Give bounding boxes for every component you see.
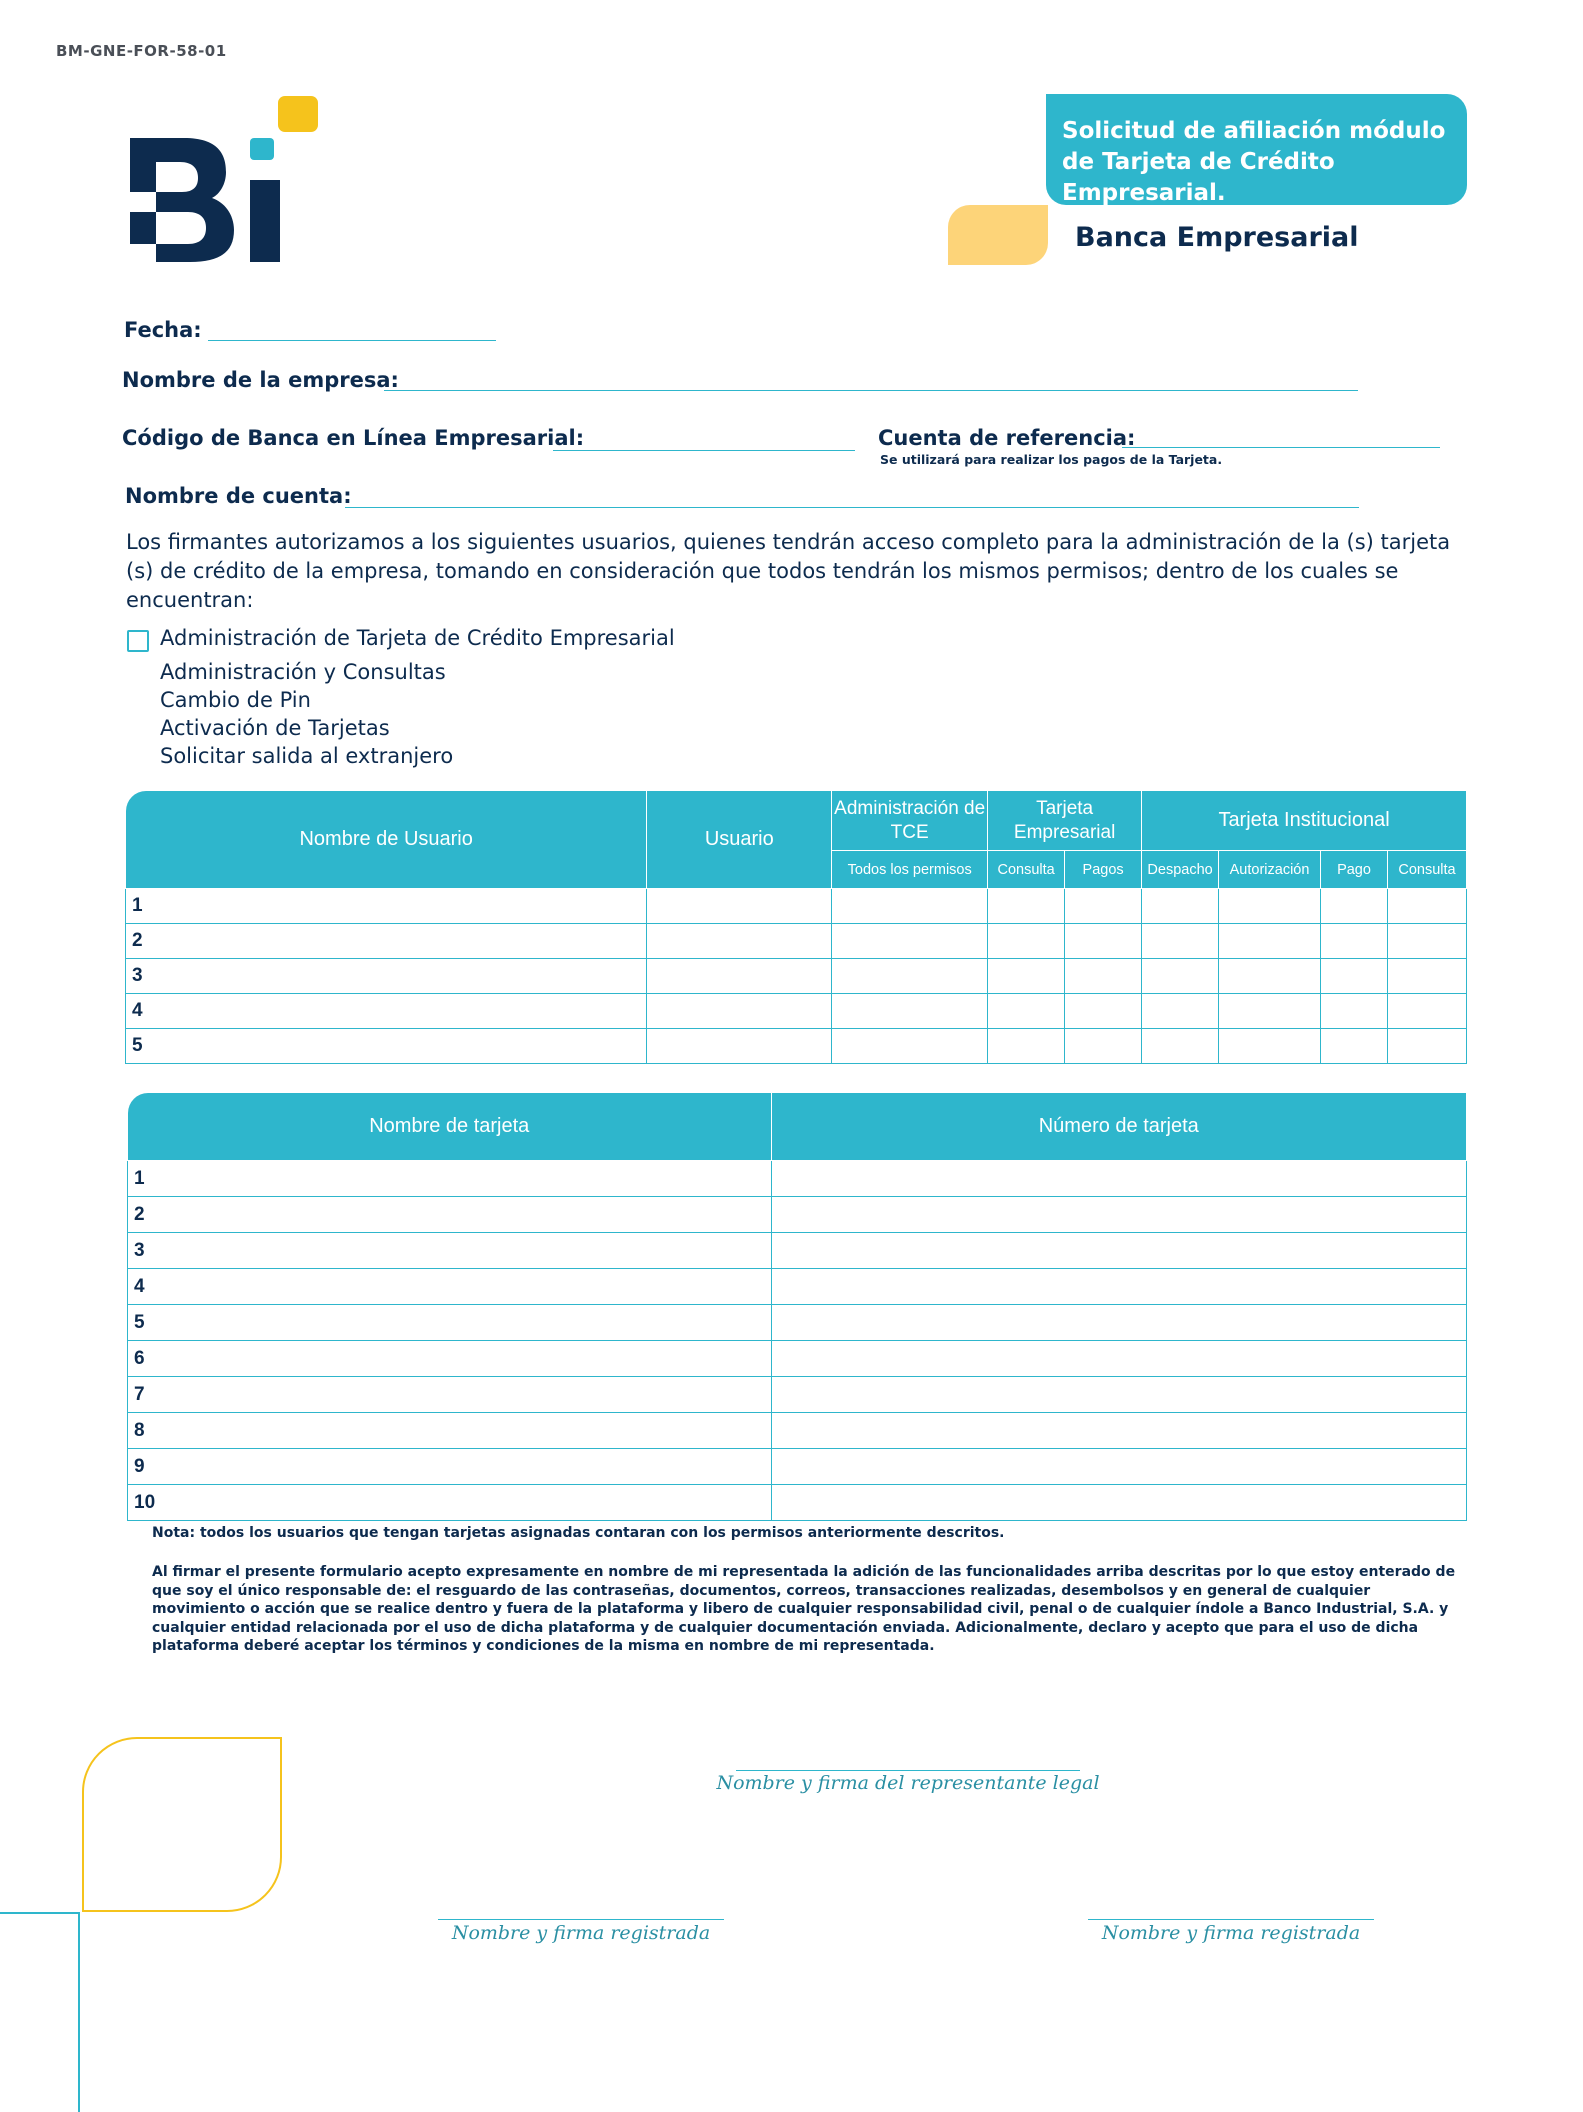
document-code: BM-GNE-FOR-58-01 <box>56 42 227 60</box>
cuenta-referencia-field[interactable] <box>1122 447 1440 448</box>
table-cell[interactable] <box>1387 959 1466 994</box>
note-text: Nota: todos los usuarios que tengan tarjetas asignadas contaran con los permisos anteriormente descritos. <box>152 1525 1005 1541</box>
table-cell[interactable] <box>832 889 988 924</box>
fecha-field[interactable] <box>208 340 496 341</box>
disclaimer-text: Al firmar el presente formulario acepto expresamente en nombre de mi representada la adición de las funcionalidades arriba descritas por lo que estoy enterado de que soy el único responsable de: el resguardo de las contraseñas, documentos, correos, transacciones realizadas, desembolsos y en general de cualquier movimiento o acción que se realice dentro y fuera de la plataforma y libero de cualquier responsabilidad civil, penal o de cualquier índole a Banco Industrial, S.A. y cualquier entidad relacionada por el uso de dicha plataforma y de cualquier documentación enviada. Adicionalmente, declaro y acepto que para el uso de dicha plataforma deberé aceptar los términos y condiciones de la misma en nombre de mi representada. <box>152 1564 1456 1654</box>
bi-logo-icon <box>130 96 318 262</box>
registered-signature-line-2[interactable] <box>1088 1919 1374 1920</box>
table-cell[interactable] <box>988 889 1065 924</box>
table-row <box>128 1413 1467 1449</box>
table-cell[interactable] <box>771 1449 1466 1485</box>
row-number: 7 <box>128 1377 772 1413</box>
header-numero-tarjeta: Número de tarjeta <box>771 1093 1466 1161</box>
table-cell[interactable] <box>1219 959 1321 994</box>
nombre-empresa-label: Nombre de la empresa: <box>122 368 399 392</box>
authorization-paragraph: Los firmantes autorizamos a los siguientes usuarios, quienes tendrán acceso completo para la administración de la (s) tarjeta (s) de crédito de la empresa, tomando en consideración que todos tendrán los mismos permisos; dentro de los cuales se encuentran: <box>126 530 1451 612</box>
cuenta-referencia-label: Cuenta de referencia: <box>878 426 1136 450</box>
row-number: 3 <box>128 1233 772 1269</box>
header-autorizacion: Autorización <box>1219 851 1321 889</box>
form-subtitle: Banca Empresarial <box>1075 222 1359 253</box>
table-row <box>126 1029 1467 1064</box>
header-nombre-usuario: Nombre de Usuario <box>126 791 647 889</box>
bi-logo <box>126 94 326 264</box>
row-number: 4 <box>126 994 647 1029</box>
table-cell[interactable] <box>1065 959 1142 994</box>
header-consulta: Consulta <box>988 851 1065 889</box>
header-consulta-institucional: Consulta <box>1387 851 1466 889</box>
row-number: 1 <box>128 1161 772 1197</box>
table-cell[interactable] <box>647 889 832 924</box>
row-number: 2 <box>128 1197 772 1233</box>
row-number: 6 <box>128 1341 772 1377</box>
table-cell[interactable] <box>1387 889 1466 924</box>
table-cell[interactable] <box>771 1413 1466 1449</box>
header-admin-tce: Administración de TCE <box>832 791 988 851</box>
form-title: Solicitud de afiliación módulo de Tarjeta de Crédito Empresarial. <box>1062 118 1446 206</box>
header-usuario: Usuario <box>647 791 832 889</box>
admin-tce-checkbox-label: Administración de Tarjeta de Crédito Empresarial <box>160 626 675 650</box>
table-cell[interactable] <box>1321 889 1388 924</box>
header-nombre-tarjeta: Nombre de tarjeta <box>128 1093 772 1161</box>
permission-item: Administración y Consultas <box>160 660 446 684</box>
codigo-banca-field[interactable] <box>553 450 855 451</box>
table-cell[interactable] <box>771 1305 1466 1341</box>
header-despacho: Despacho <box>1142 851 1219 889</box>
table-cell[interactable] <box>832 994 988 1029</box>
table-row <box>126 924 1467 959</box>
table-cell[interactable] <box>1219 889 1321 924</box>
registered-signature-label-1: Nombre y firma registrada <box>451 1922 711 1944</box>
users-table <box>125 790 1467 1064</box>
table-cell[interactable] <box>988 994 1065 1029</box>
row-number: 1 <box>126 889 647 924</box>
table-cell[interactable] <box>1219 924 1321 959</box>
header-tarjeta-institucional: Tarjeta Institucional <box>1142 791 1467 851</box>
table-row <box>128 1377 1467 1413</box>
table-cell[interactable] <box>647 1029 832 1064</box>
form-title-box <box>1046 94 1467 205</box>
table-row <box>128 1269 1467 1305</box>
table-cell[interactable] <box>1142 1029 1219 1064</box>
table-cell[interactable] <box>1142 959 1219 994</box>
nombre-cuenta-label: Nombre de cuenta: <box>125 484 352 508</box>
row-number: 8 <box>128 1413 772 1449</box>
table-cell[interactable] <box>1321 924 1388 959</box>
row-number: 9 <box>128 1449 772 1485</box>
table-cell[interactable] <box>1321 994 1388 1029</box>
table-cell[interactable] <box>1387 1029 1466 1064</box>
users-table-body <box>126 889 1467 1064</box>
row-number: 5 <box>128 1305 772 1341</box>
table-cell[interactable] <box>771 1269 1466 1305</box>
table-cell[interactable] <box>1065 924 1142 959</box>
table-cell[interactable] <box>771 1233 1466 1269</box>
table-cell[interactable] <box>988 959 1065 994</box>
decorative-corner-line <box>0 1912 80 2112</box>
fecha-label: Fecha: <box>124 318 202 342</box>
header-pago: Pago <box>1321 851 1388 889</box>
table-cell[interactable] <box>1387 924 1466 959</box>
row-number: 10 <box>128 1485 772 1521</box>
table-row <box>128 1233 1467 1269</box>
table-cell[interactable] <box>832 924 988 959</box>
admin-tce-checkbox[interactable] <box>127 630 149 652</box>
row-number: 5 <box>126 1029 647 1064</box>
cards-table-body <box>128 1161 1467 1521</box>
table-cell[interactable] <box>988 924 1065 959</box>
header-pagos: Pagos <box>1065 851 1142 889</box>
table-row <box>128 1449 1467 1485</box>
legal-rep-signature-label: Nombre y firma del representante legal <box>716 1772 1100 1794</box>
header-todos-permisos: Todos los permisos <box>832 851 988 889</box>
table-cell[interactable] <box>1065 994 1142 1029</box>
table-cell[interactable] <box>1219 994 1321 1029</box>
table-row <box>126 889 1467 924</box>
table-row <box>128 1197 1467 1233</box>
registered-signature-label-2: Nombre y firma registrada <box>1101 1922 1361 1944</box>
codigo-banca-label: Código de Banca en Línea Empresarial: <box>122 426 585 450</box>
table-row <box>128 1305 1467 1341</box>
table-row <box>126 959 1467 994</box>
cuenta-referencia-note: Se utilizará para realizar los pagos de la Tarjeta. <box>880 452 1223 467</box>
table-cell[interactable] <box>1065 889 1142 924</box>
table-cell[interactable] <box>771 1161 1466 1197</box>
table-row <box>128 1341 1467 1377</box>
table-row <box>128 1485 1467 1521</box>
registered-signature-line-1[interactable] <box>438 1919 724 1920</box>
table-row <box>128 1161 1467 1197</box>
table-cell[interactable] <box>647 994 832 1029</box>
table-row <box>126 994 1467 1029</box>
table-cell[interactable] <box>771 1377 1466 1413</box>
cards-table <box>127 1092 1467 1521</box>
permission-item: Solicitar salida al extranjero <box>160 744 454 768</box>
table-cell[interactable] <box>1142 994 1219 1029</box>
table-cell[interactable] <box>647 959 832 994</box>
decorative-shape <box>948 205 1048 265</box>
table-cell[interactable] <box>1387 994 1466 1029</box>
decorative-corner-shape <box>82 1737 282 1912</box>
table-cell[interactable] <box>832 959 988 994</box>
table-cell[interactable] <box>1142 924 1219 959</box>
nombre-empresa-field[interactable] <box>384 390 1358 391</box>
permission-item: Activación de Tarjetas <box>160 716 390 740</box>
table-cell[interactable] <box>1321 959 1388 994</box>
table-cell[interactable] <box>1065 1029 1142 1064</box>
table-cell[interactable] <box>1219 1029 1321 1064</box>
table-cell[interactable] <box>771 1341 1466 1377</box>
legal-rep-signature-line[interactable] <box>736 1770 1080 1771</box>
table-cell[interactable] <box>832 1029 988 1064</box>
row-number: 3 <box>126 959 647 994</box>
table-cell[interactable] <box>771 1197 1466 1233</box>
row-number: 4 <box>128 1269 772 1305</box>
table-cell[interactable] <box>771 1485 1466 1521</box>
table-cell[interactable] <box>1142 889 1219 924</box>
table-cell[interactable] <box>1321 1029 1388 1064</box>
table-cell[interactable] <box>647 924 832 959</box>
row-number: 2 <box>126 924 647 959</box>
nombre-cuenta-field[interactable] <box>345 507 1359 508</box>
table-cell[interactable] <box>988 1029 1065 1064</box>
header-tarjeta-empresarial: Tarjeta Empresarial <box>988 791 1142 851</box>
permission-item: Cambio de Pin <box>160 688 311 712</box>
